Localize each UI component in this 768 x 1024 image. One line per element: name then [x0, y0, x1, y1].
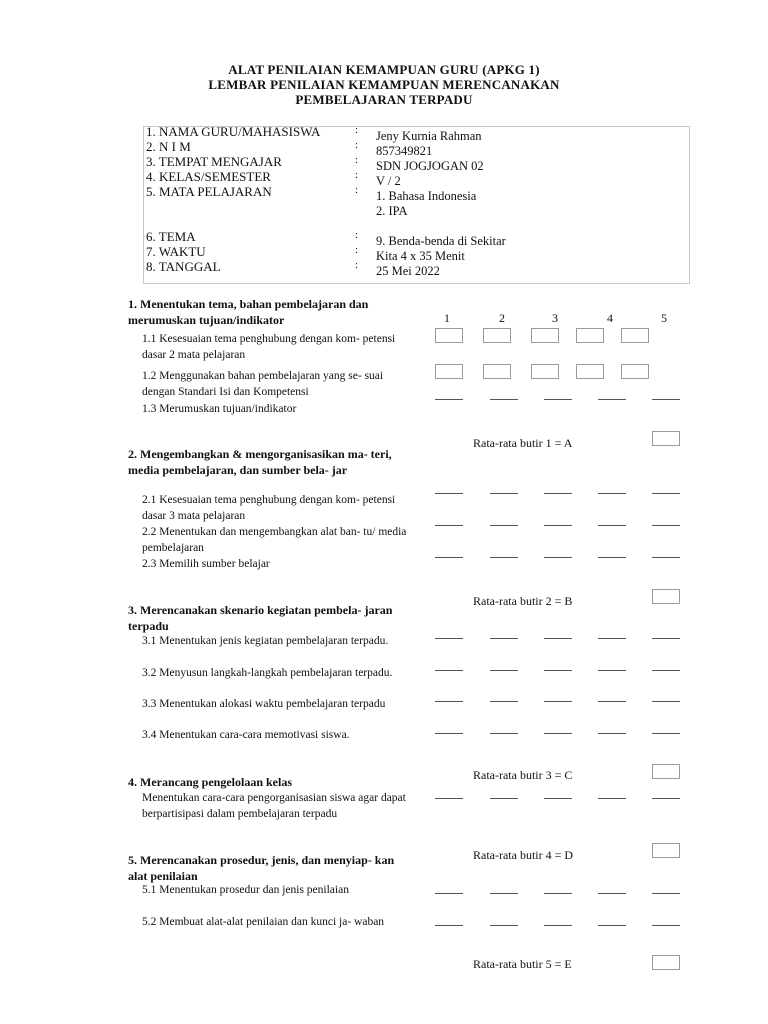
colon: :: [355, 139, 359, 151]
score-box[interactable]: [652, 638, 680, 653]
form-title-line3: PEMBELAJARAN TERPADU: [295, 92, 473, 107]
score-box[interactable]: [598, 670, 626, 685]
score-box[interactable]: [490, 493, 518, 508]
section-3-title: 3. Merencanakan skenario kegiatan pembela- jaran terpadu: [128, 603, 393, 633]
score-box[interactable]: [652, 733, 680, 748]
label-nama: 1. NAMA GURU/MAHASISWA: [146, 124, 321, 139]
section-2-title: 2. Mengembangkan & mengorganisasikan ma- teri, media pembelajaran, dan sumber bela- jar: [128, 447, 392, 477]
item-3-3: 3.3 Menentukan alokasi waktu pembelajaran terpadu: [142, 698, 386, 710]
colon: :: [355, 259, 359, 271]
average-box-b[interactable]: [652, 589, 680, 604]
item-5-1: 5.1 Menentukan prosedur dan jenis penilaian: [142, 884, 349, 896]
section-1-title: 1. Menentukan tema, bahan pembelajaran dan merumuskan tujuan/indikator: [128, 297, 369, 327]
form-title-line1: ALAT PENILAIAN KEMAMPUAN GURU (APKG 1): [228, 62, 540, 77]
score-box[interactable]: [435, 701, 463, 716]
value-mapel-2: 2. IPA: [376, 204, 408, 218]
average-2: Rata-rata butir 2 = B: [473, 594, 573, 608]
score-box[interactable]: [544, 638, 572, 653]
score-box[interactable]: [435, 328, 463, 343]
score-box[interactable]: [490, 925, 518, 940]
item-2-1: 2.1 Kesesuaian tema penghubung dengan kom- petensi dasar 3 mata pelajaran: [142, 494, 396, 522]
score-box[interactable]: [435, 925, 463, 940]
colon: :: [355, 124, 359, 136]
label-tanggal: 8. TANGGAL: [146, 259, 221, 274]
item-1-1: 1.1 Kesesuaian tema penghubung dengan kom- petensi dasar 2 mata pelajaran: [142, 333, 396, 361]
average-box-e[interactable]: [652, 955, 680, 970]
score-box[interactable]: [435, 733, 463, 748]
score-box[interactable]: [544, 399, 572, 414]
item-5-2: 5.2 Membuat alat-alat penilaian dan kunci ja- waban: [142, 916, 385, 928]
colon: :: [355, 154, 359, 166]
score-box[interactable]: [544, 493, 572, 508]
colon: :: [355, 169, 359, 181]
score-box[interactable]: [435, 638, 463, 653]
score-box[interactable]: [490, 525, 518, 540]
score-box[interactable]: [435, 493, 463, 508]
colon: :: [355, 184, 359, 196]
value-nama: Jeny Kurnia Rahman: [376, 129, 482, 143]
average-box-a[interactable]: [652, 431, 680, 446]
average-1: Rata-rata butir 1 = A: [473, 436, 573, 450]
label-waktu: 7. WAKTU: [146, 244, 206, 259]
value-kelas: V / 2: [376, 174, 401, 188]
score-box[interactable]: [490, 701, 518, 716]
score-box[interactable]: [621, 364, 649, 379]
form-title-line2: LEMBAR PENILAIAN KEMAMPUAN MERENCANAKAN: [208, 77, 560, 92]
value-tema: 9. Benda-benda di Sekitar: [376, 234, 506, 248]
score-box[interactable]: [652, 399, 680, 414]
score-box[interactable]: [544, 798, 572, 813]
section-4-text: Menentukan cara-cara pengorganisasian siswa agar dapat berpartisipasi dalam pembelajaran terpadu: [142, 792, 406, 820]
score-box[interactable]: [598, 733, 626, 748]
item-1-2: 1.2 Menggunakan bahan pembelajaran yang se- suai dengan Standari Isi dan Kompetensi: [142, 370, 384, 398]
score-box[interactable]: [490, 733, 518, 748]
score-box[interactable]: [576, 328, 604, 343]
label-tema: 6. TEMA: [146, 229, 196, 244]
section-4-title: 4. Merancang pengelolaan kelas: [128, 775, 292, 789]
score-box[interactable]: [652, 925, 680, 940]
average-4: Rata-rata butir 4 = D: [473, 848, 574, 862]
score-box[interactable]: [531, 328, 559, 343]
item-1-3: 1.3 Merumuskan tujuan/indikator: [142, 403, 297, 415]
score-box[interactable]: [576, 364, 604, 379]
score-box[interactable]: [598, 399, 626, 414]
value-tempat: SDN JOGJOGAN 02: [376, 159, 484, 173]
score-box[interactable]: [435, 670, 463, 685]
score-box[interactable]: [435, 798, 463, 813]
scale-2: 2: [499, 311, 505, 325]
score-box[interactable]: [544, 733, 572, 748]
score-box[interactable]: [598, 798, 626, 813]
score-box[interactable]: [435, 364, 463, 379]
score-box[interactable]: [490, 638, 518, 653]
scale-3: 3: [552, 311, 558, 325]
scale-1: 1: [444, 311, 450, 325]
score-box[interactable]: [652, 701, 680, 716]
score-box[interactable]: [598, 893, 626, 908]
value-waktu: Kita 4 x 35 Menit: [376, 249, 465, 263]
score-box[interactable]: [544, 670, 572, 685]
score-box[interactable]: [652, 893, 680, 908]
score-box[interactable]: [544, 925, 572, 940]
score-box[interactable]: [598, 925, 626, 940]
score-box[interactable]: [490, 557, 518, 572]
section-5-title: 5. Merencanakan prosedur, jenis, dan menyiap- kan alat penilaian: [128, 853, 395, 883]
scale-4: 4: [607, 311, 613, 325]
item-3-2: 3.2 Menyusun langkah-langkah pembelajaran terpadu.: [142, 667, 393, 679]
colon: :: [355, 229, 359, 241]
score-box[interactable]: [544, 893, 572, 908]
score-box[interactable]: [598, 638, 626, 653]
score-box[interactable]: [652, 493, 680, 508]
label-mapel: 5. MATA PELAJARAN: [146, 184, 272, 199]
score-box[interactable]: [435, 525, 463, 540]
score-box[interactable]: [598, 557, 626, 572]
score-box[interactable]: [598, 525, 626, 540]
score-box[interactable]: [544, 525, 572, 540]
average-box-d[interactable]: [652, 843, 680, 858]
colon: :: [355, 244, 359, 256]
label-kelas: 4. KELAS/SEMESTER: [146, 169, 271, 184]
score-box[interactable]: [652, 798, 680, 813]
score-box[interactable]: [544, 557, 572, 572]
label-tempat: 3. TEMPAT MENGAJAR: [146, 154, 282, 169]
label-nim: 2. N I M: [146, 139, 191, 154]
value-mapel-1: 1. Bahasa Indonesia: [376, 189, 477, 203]
score-box[interactable]: [435, 399, 463, 414]
score-box[interactable]: [483, 364, 511, 379]
value-tanggal: 25 Mei 2022: [376, 264, 440, 278]
score-box[interactable]: [652, 670, 680, 685]
score-box[interactable]: [490, 798, 518, 813]
scale-5: 5: [661, 311, 667, 325]
score-box[interactable]: [544, 701, 572, 716]
value-nim: 857349821: [376, 144, 433, 158]
average-5: Rata-rata butir 5 = E: [473, 957, 572, 971]
score-box[interactable]: [490, 399, 518, 414]
score-box[interactable]: [435, 893, 463, 908]
score-box[interactable]: [483, 328, 511, 343]
score-box[interactable]: [598, 701, 626, 716]
score-box[interactable]: [490, 893, 518, 908]
item-3-1: 3.1 Menentukan jenis kegiatan pembelajaran terpadu.: [142, 635, 389, 647]
score-box[interactable]: [490, 670, 518, 685]
score-box[interactable]: [598, 493, 626, 508]
score-box[interactable]: [621, 328, 649, 343]
score-box[interactable]: [652, 525, 680, 540]
average-box-c[interactable]: [652, 764, 680, 779]
average-3: Rata-rata butir 3 = C: [473, 768, 573, 782]
item-3-4: 3.4 Menentukan cara-cara memotivasi siswa.: [142, 729, 350, 741]
score-box[interactable]: [531, 364, 559, 379]
score-box[interactable]: [652, 557, 680, 572]
item-2-3: 2.3 Memilih sumber belajar: [142, 558, 270, 570]
item-2-2: 2.2 Menentukan dan mengembangkan alat ban- tu/ media pembelajaran: [142, 526, 407, 554]
score-box[interactable]: [435, 557, 463, 572]
